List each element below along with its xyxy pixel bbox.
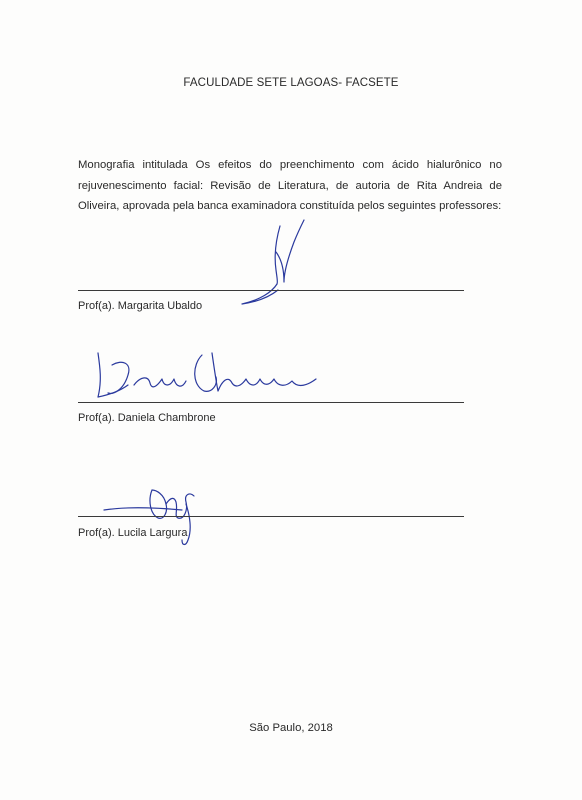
examiner-name-2: Prof(a). Daniela Chambrone	[78, 412, 216, 424]
signature-lucila-largura	[100, 480, 220, 550]
approval-statement: Monografia intitulada Os efeitos do preenchimento com ácido hialurônico no rejuvenescimento facial: Revisão de Literatura, de autoria de Rita Andreia de Oliveira, aprovada pela banca examinadora constituída pelos seguintes professores:	[78, 159, 502, 212]
signature-daniela-chambrone	[88, 345, 338, 415]
signature-margarita-ubaldo	[230, 212, 320, 312]
signature-line-3	[78, 516, 464, 517]
signature-line-1	[78, 290, 464, 291]
place-date: São Paulo, 2018	[249, 722, 333, 734]
signature-line-2	[78, 402, 464, 403]
examiner-name-3: Prof(a). Lucila Largura	[78, 527, 188, 539]
examiner-name-1: Prof(a). Margarita Ubaldo	[78, 300, 203, 312]
institution-title: FACULDADE SETE LAGOAS- FACSETE	[183, 77, 399, 89]
